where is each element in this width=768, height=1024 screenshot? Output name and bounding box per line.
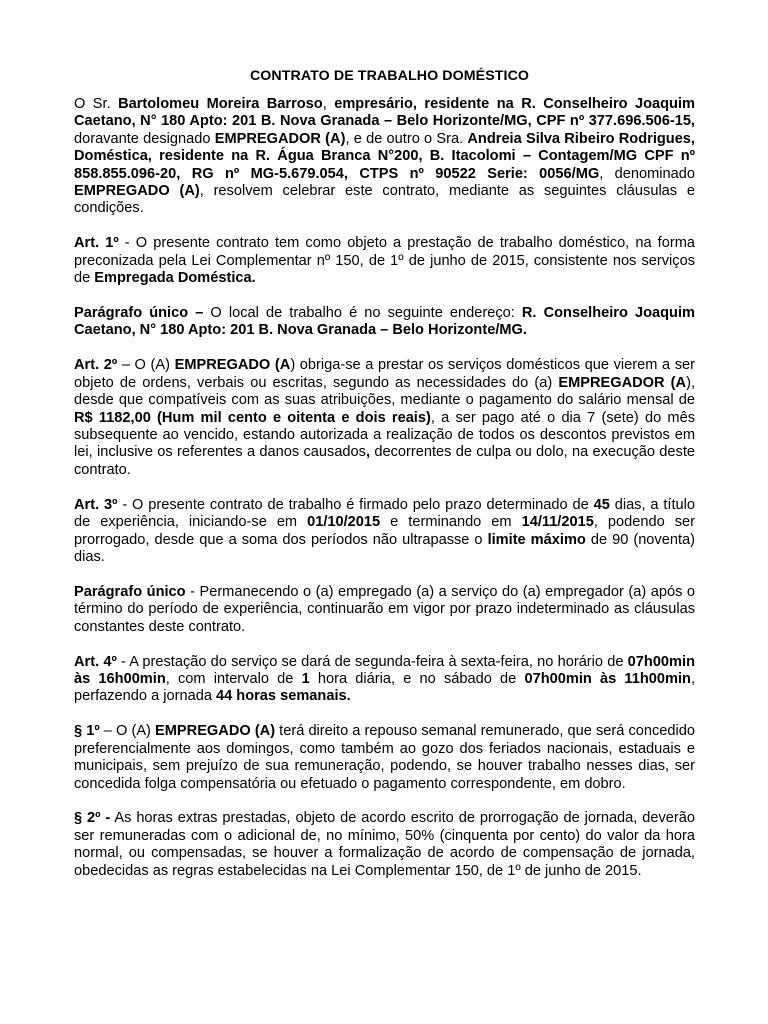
text-run: - O presente contrato de trabalho é firmado pelo prazo determinado de: [117, 496, 594, 513]
bold-text-run: § 2º -: [74, 810, 111, 827]
text-run: - A prestação do serviço se dará de segunda-feira à sexta-feira, no horário de: [116, 653, 628, 670]
text-run: ) obriga-se a prestar os serviços domésticos que vierem a ser objeto de ordens, verbais ou escritas, segundo as necessidades do (a): [74, 357, 696, 391]
bold-text-run: limite máximo: [487, 531, 586, 548]
text-run: , denominado: [599, 165, 695, 182]
bold-text-run: 44 horas semanais.: [216, 688, 351, 705]
bold-text-run: empresário, residente na R. Conselheiro Joaquim Caetano, N° 180 Apto: 201 B. Nova Granada – Belo Horizonte/MG, CPF nº 377.696.506-15,: [74, 96, 695, 130]
bold-text-run: Art. 2º: [74, 357, 118, 374]
text-run: ), desde que compatíveis com as suas atribuições, mediante o pagamento do salário mensal de: [74, 374, 696, 409]
text-run: O local de trabalho é no seguinte endereço:: [203, 305, 522, 322]
bold-text-run: 45: [593, 496, 610, 513]
text-run: - O presente contrato tem como objeto a prestação de trabalho doméstico, na forma preconizada pela Lei Complementar nº 150, de 1º de junho de 2015, consistente nos serviços de: [74, 235, 695, 287]
document-title: CONTRATO DE TRABALHO DOMÉSTICO: [249, 68, 530, 84]
bold-text-run: EMPREGADO (A: [174, 357, 291, 374]
bold-text-run: 14/11/2015: [521, 514, 594, 531]
bold-text-run: EMPREGADOR (A: [558, 374, 687, 391]
article-3-sole-paragraph: [74, 584, 695, 636]
bold-text-run: Art. 3º: [74, 496, 118, 513]
article-3: [74, 497, 695, 567]
bold-text-run: 07h00min às 11h00min: [524, 670, 691, 687]
text-run: , perfazendo a jornada: [74, 670, 695, 705]
parties-paragraph: [74, 96, 695, 218]
bold-text-run: Andreia Silva Ribeiro Rodrigues, Doméstica, residente na R. Água Branca N°200, B. Itacolomi – Contagem/MG CPF nº 858.855.096-20, RG nº MG-5.679.054, CTPS nº 90522 Serie: 0056/MG: [74, 130, 695, 182]
text-run: e terminando em: [380, 514, 522, 531]
text-run: dias, a título de experiência, iniciando-se em: [74, 496, 696, 531]
article-2: [74, 357, 695, 479]
bold-text-run: R$ 1182,00 (Hum mil cento e oitenta e dois reais): [74, 409, 431, 426]
text-run: ,: [322, 96, 335, 112]
bold-text-run: Parágrafo único: [74, 583, 186, 600]
text-run: , com intervalo de: [165, 670, 302, 687]
bold-text-run: 01/10/2015: [307, 514, 381, 531]
article-4-section-2: [74, 810, 695, 880]
text-run: hora diária, e no sábado de: [309, 670, 525, 687]
text-run: , resolvem celebrar este contrato, mediante as seguintes cláusulas e condições.: [74, 183, 695, 217]
bold-text-run: EMPREGADOR (A): [214, 130, 346, 147]
text-run: , a ser pago até o dia 7 (sete) do mês subsequente ao vencido, estando autorizada a realização de todos os descontos previstos em lei, inclusive os referentes a danos causados: [74, 409, 695, 461]
text-run: decorrentes de culpa ou dolo, na execução deste contrato.: [74, 444, 695, 478]
text-run: terá direito a repouso semanal remunerado, que será concedido preferencialmente aos domingos, como também ao gozo dos feriados nacionais, estaduais e municipais, sem prejuízo de sua remuneração, podendo, se houver trabalho nesses dias, ser concedida folga compensatória ou efetuado o pagamento correspondente, em dobro.: [74, 723, 695, 792]
text-run: – O (A): [99, 723, 156, 740]
article-1: [74, 235, 695, 287]
bold-text-run: Bartolomeu Moreira Barroso: [118, 96, 323, 112]
text-run: doravante designado: [74, 130, 215, 147]
text-run: As horas extras prestadas, objeto de acordo escrito de prorrogação de jornada, deverão ser remuneradas com o adicional de, no mínimo, 50% (cinquenta por cento) do valor da hora normal, ou compensadas, se houver a formalização de acordo de compensação de jornada, obedecidas as regras estabelecidas na Lei Complementar 150, de 1º de junho de 2015.: [74, 810, 695, 879]
article-4-section-1: [74, 723, 695, 793]
text-run: – O (A): [117, 357, 175, 374]
text-run: O Sr.: [74, 96, 119, 112]
article-4: [74, 654, 695, 706]
bold-text-run: 1: [301, 670, 310, 687]
bold-text-run: EMPREGADO (A): [155, 723, 276, 740]
text-run: , e de outro o Sra.: [345, 130, 468, 147]
bold-text-run: Empregada Doméstica.: [94, 270, 256, 287]
bold-text-run: § 1º: [74, 723, 100, 740]
text-run: de 90 (noventa) dias.: [74, 531, 695, 565]
bold-text-run: 07h00min às 16h00min: [74, 653, 695, 687]
text-run: , podendo ser prorrogado, desde que a soma dos períodos não ultrapasse o: [74, 514, 695, 548]
bold-text-run: EMPREGADO (A): [74, 183, 200, 200]
bold-text-run: ,: [365, 444, 371, 461]
bold-text-run: Art. 4º: [74, 653, 117, 670]
text-run: - Permanecendo o (a) empregado (a) a serviço do (a) empregador (a) após o término do período de experiência, continuarão em vigor por prazo indeterminado as cláusulas constantes deste contrato.: [74, 583, 696, 635]
bold-text-run: R. Conselheiro Joaquim Caetano, N° 180 Apto: 201 B. Nova Granada – Belo Horizonte/MG.: [74, 305, 695, 339]
bold-text-run: Art. 1º: [74, 235, 119, 252]
bold-text-run: Parágrafo único –: [74, 305, 204, 322]
article-1-sole-paragraph: [74, 305, 695, 340]
